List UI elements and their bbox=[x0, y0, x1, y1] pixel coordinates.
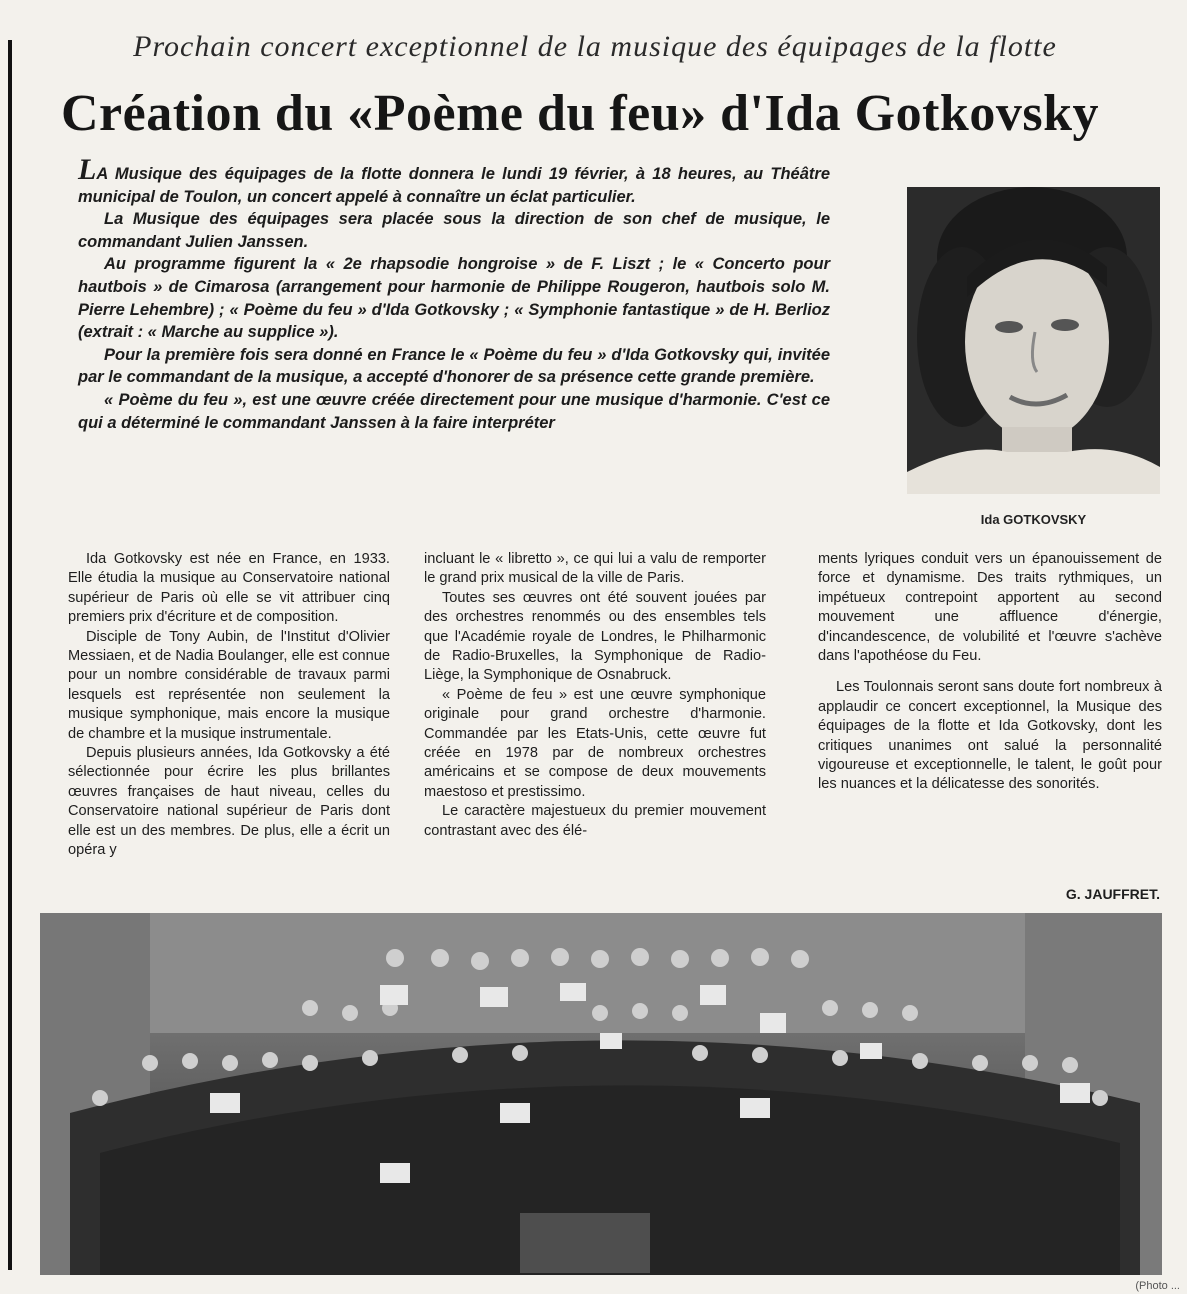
lede-paragraph-5: « Poème du feu », est une œuvre créée directement pour une musique d'harmonie. C'est ce qui a déterminé le commandant Janssen à la faire interpréter bbox=[78, 390, 830, 432]
col1-paragraph-2: Disciple de Tony Aubin, de l'Institut d'Olivier Messiaen, et de Nadia Boulanger, elle est connue pour un nombre considérable de travaux parmi lesquels est représentée non seulement la musique symphonique, mais encore la musique de chambre et la musique instrumentale. bbox=[68, 628, 390, 742]
left-margin-rule bbox=[8, 40, 12, 1270]
col1-paragraph-1: Ida Gotkovsky est née en France, en 1933. Elle étudia la musique au Conservatoire national supérieur de Paris où elle se vit attribuer cinq premiers prix d'écriture et de composition. bbox=[68, 551, 390, 626]
drop-cap: L bbox=[78, 153, 97, 186]
author-signature: G. JAUFFRET. bbox=[1065, 886, 1160, 902]
col1-paragraph-3: Depuis plusieurs années, Ida Gotkovsky a été sélectionnée pour écrire les plus brillantes œuvres françaises de haut niveau, celles du Conservatoire national supérieur de Paris dont elle est un des membres. De plus, elle a écrit un opéra y bbox=[68, 745, 390, 859]
lede-paragraph-2: La Musique des équipages sera placée sous la direction de son chef de musique, le commandant Julien Janssen. bbox=[78, 210, 830, 251]
lede-paragraph-4: Pour la première fois sera donné en France le « Poème du feu » d'Ida Gotkovsky qui, invitée par le commandant de la musique, a accepté d'honorer de sa présence cette grande première. bbox=[78, 345, 830, 387]
orchestra-photo bbox=[40, 913, 1162, 1275]
article-column-3 bbox=[818, 550, 1162, 795]
col2-paragraph-3: « Poème de feu » est une œuvre symphonique originale pour grand orchestre d'harmonie. Commandée par les Etats-Unis, cette œuvre fut créée en 1978 par de nombreux orchestres américains et se compose de deux mouvements maestoso et prestissimo. bbox=[424, 686, 766, 800]
portrait-photo bbox=[907, 187, 1160, 494]
kicker-subtitle: Prochain concert exceptionnel de la musique des équipages de la flotte bbox=[133, 30, 1057, 63]
article-column-1 bbox=[68, 550, 390, 861]
article-column-2 bbox=[424, 550, 766, 841]
lede-text-1: A Musique des équipages de la flotte donnera le lundi 19 février, à 18 heures, au Théâtre municipal de Toulon, un concert appelé à connaître un éclat particulier. bbox=[78, 165, 830, 206]
headline: Création du «Poème du feu» d'Ida Gotkovsky bbox=[61, 85, 1099, 142]
photo-credit: (Photo ... bbox=[1135, 1280, 1180, 1292]
lede-paragraph-3: Au programme figurent la « 2e rhapsodie hongroise » de F. Liszt ; le « Concerto pour hautbois » de Cimarosa (arrangement pour harmonie de Philippe Rougeron, hautbois solo M. Pierre Lehembre) ; « Poème du feu » d'Ida Gotkovsky ; « Symphonie fantastique » de H. Berlioz (extrait : « Marche au supplice »). bbox=[78, 255, 830, 342]
col2-paragraph-1: incluant le « libretto », ce qui lui a valu de remporter le grand prix musical de la ville de Paris. bbox=[424, 551, 766, 587]
col3-paragraph-1: ments lyriques conduit vers un épanouissement de force et dynamisme. Des traits rythmiques, un impétueux contrepoint apportent au second mouvement une affluence d'énergie, d'incandescence, de volubilité et l'œuvre s'achève dans l'apothéose du Feu. bbox=[818, 551, 1162, 665]
col2-paragraph-4: Le caractère majestueux du premier mouvement contrastant avec des élé- bbox=[424, 803, 766, 839]
col2-paragraph-2: Toutes ses œuvres ont été souvent jouées par des orchestres renommés ou des ensembles tels que l'Académie royale de Londres, le Philharmonic de Radio-Bruxelles, la Symphonique de Radio-Liège, la Symphonique de Osnabruck. bbox=[424, 589, 766, 684]
lede-paragraph-1 bbox=[78, 153, 830, 208]
col3-paragraph-2: Les Toulonnais seront sans doute fort nombreux à applaudir ce concert exceptionnel, la Musique des équipages de la flotte et Ida Gotkovsky, dont les critiques unanimes ont salué la personnalité vigoureuse et exceptionnelle, le talent, le goût pour les nuances et la délicatesse des sonorités. bbox=[818, 679, 1162, 793]
lede-block bbox=[78, 153, 830, 434]
portrait-caption: Ida GOTKOVSKY bbox=[980, 512, 1087, 527]
